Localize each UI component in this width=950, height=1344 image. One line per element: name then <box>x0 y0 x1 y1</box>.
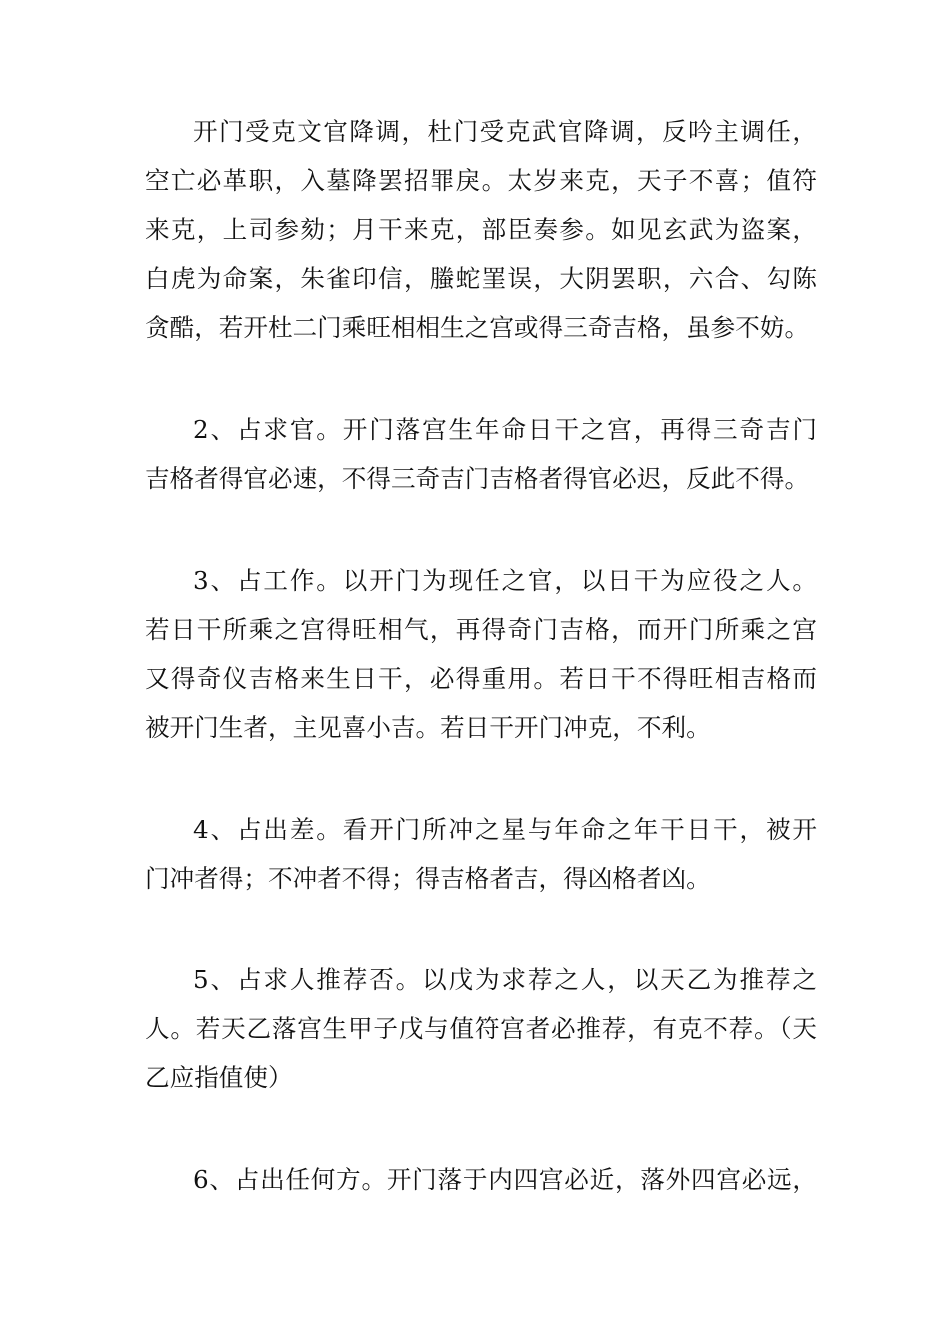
paragraph-5-line-3: 乙应指值使） <box>145 1063 293 1092</box>
paragraph-2-line-2: 吉格者得官必速，不得三奇吉门吉格者得官必迟，反此不得。 <box>145 464 810 493</box>
paragraph-1-line-1: 开门受克文官降调，杜门受克武官降调，反吟主调任， <box>193 117 817 146</box>
paragraph-1-line-2: 空亡必革职，入墓降罢招罪戾。太岁来克，天子不喜；值符 <box>145 166 817 195</box>
paragraph-4-line-2: 门冲者得；不冲者不得；得吉格者吉，得凶格者凶。 <box>145 864 711 893</box>
paragraph-3-line-3: 又得奇仪吉格来生日干，必得重用。若日干不得旺相吉格而 <box>145 664 817 693</box>
paragraph-2-line-1: 2、占求官。开门落宫生年命日干之宫，再得三奇吉门 <box>193 415 817 444</box>
paragraph-5-line-1: 5、占求人推荐否。以戊为求荐之人，以天乙为推荐之 <box>193 965 817 994</box>
paragraph-3-line-4: 被开门生者，主见喜小吉。若日干开门冲克，不利。 <box>145 713 711 742</box>
paragraph-4-line-1: 4、占出差。看开门所冲之星与年命之年干日干，被开 <box>193 815 817 844</box>
paragraph-3-line-2: 若日干所乘之宫得旺相气，再得奇门吉格，而开门所乘之宫 <box>145 615 817 644</box>
paragraph-1-line-5: 贪酷，若开杜二门乘旺相相生之宫或得三奇吉格，虽参不妨。 <box>145 313 810 342</box>
paragraph-6-line-1: 6、占出任何方。开门落于内四宫必近，落外四宫必远， <box>193 1165 817 1194</box>
paragraph-5-line-2: 人。若天乙落宫生甲子戊与值符宫者必推荐，有克不荐。（天 <box>145 1014 817 1043</box>
paragraph-1-line-3: 来克，上司参劾；月干来克，部臣奏参。如见玄武为盗案， <box>145 215 817 244</box>
paragraph-1-line-4: 白虎为命案，朱雀印信，螣蛇罣误，大阴罢职，六合、勾陈 <box>145 264 817 293</box>
paragraph-3-line-1: 3、占工作。以开门为现任之官，以日干为应役之人。 <box>193 566 817 595</box>
